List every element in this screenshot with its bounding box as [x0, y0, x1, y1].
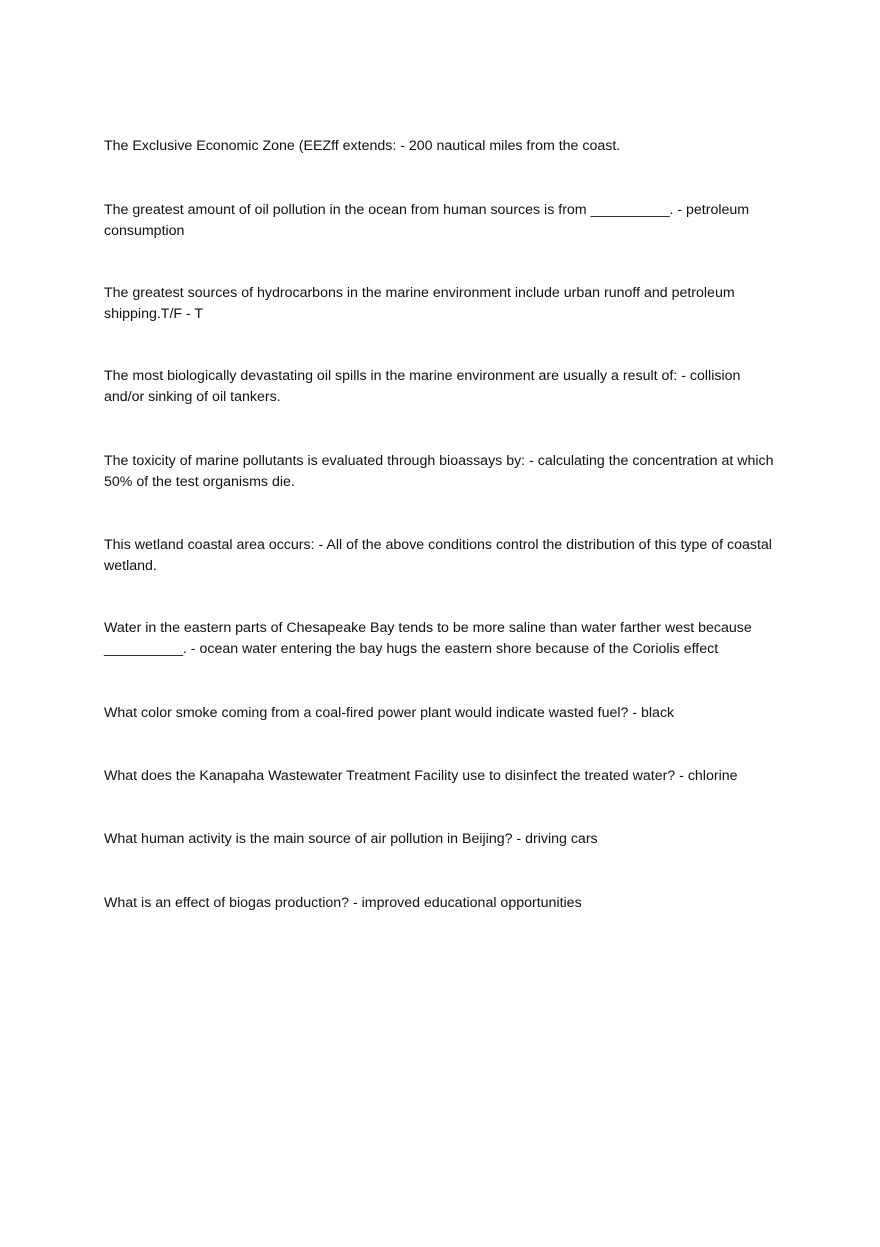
qa-paragraph-smoke-color: What color smoke coming from a coal-fired power plant would indicate wasted fuel? - black	[104, 705, 675, 721]
qa-paragraph-wetland: This wetland coastal area occurs: - All of the above conditions control the distribution of this type of coastal wetland.	[104, 537, 772, 574]
qa-paragraph-hydrocarbons: The greatest sources of hydrocarbons in the marine environment include urban runoff and petroleum shipping.T/F - T	[104, 285, 735, 322]
qa-paragraph-chesapeake: Water in the eastern parts of Chesapeake Bay tends to be more saline than water farther west because __________. - ocean water entering the bay hugs the eastern shore because of the Coriolis effect	[104, 620, 752, 657]
qa-paragraph-oil-spills: The most biologically devastating oil spills in the marine environment are usually a result of: - collision and/or sinking of oil tankers.	[104, 368, 741, 405]
qa-paragraph-oil-pollution: The greatest amount of oil pollution in the ocean from human sources is from __________. - petroleum consumption	[104, 202, 750, 239]
qa-paragraph-eez: The Exclusive Economic Zone (EEZff extends: - 200 nautical miles from the coast.	[104, 138, 621, 154]
qa-paragraph-toxicity: The toxicity of marine pollutants is evaluated through bioassays by: - calculating the concentration at which 50% of the test organisms die.	[104, 453, 774, 490]
qa-paragraph-beijing: What human activity is the main source of air pollution in Beijing? - driving cars	[104, 831, 598, 847]
qa-paragraph-kanapaha: What does the Kanapaha Wastewater Treatment Facility use to disinfect the treated water? - chlorine	[104, 768, 738, 784]
qa-paragraph-biogas: What is an effect of biogas production? - improved educational opportunities	[104, 895, 582, 911]
